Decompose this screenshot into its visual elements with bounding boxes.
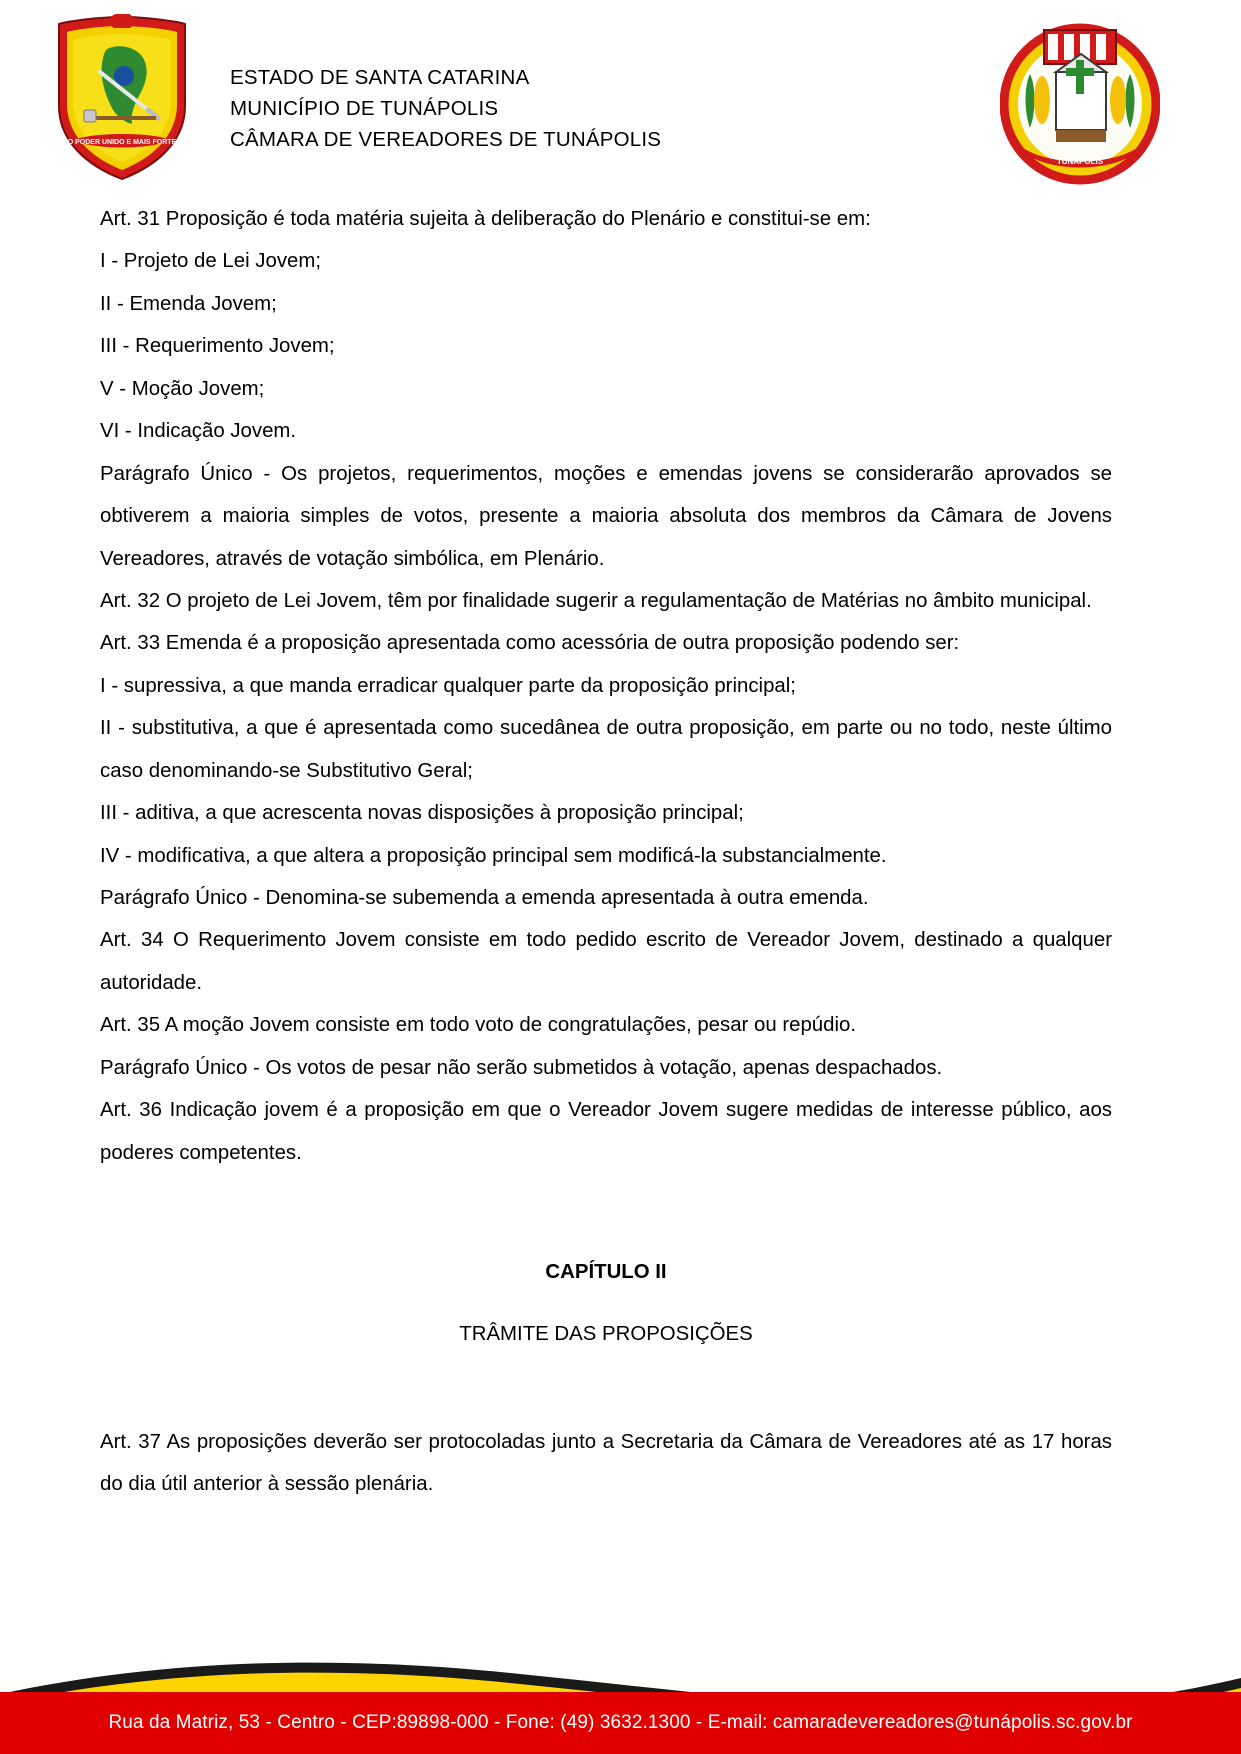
header-line-chamber: CÂMARA DE VEREADORES DE TUNÁPOLIS xyxy=(230,128,662,152)
paragraph: Art. 32 O projeto de Lei Jovem, têm por finalidade sugerir a regulamentação de Matérias no âmbito municipal. xyxy=(100,589,1092,612)
paragraph: Parágrafo Único - Os projetos, requerimentos, moções e emendas jovens se considerarão aprovados se obtiverem a maioria simples de votos, presente a maioria absoluta dos membros da Câmara de Jovens Vereadores, através de votação simbólica, em Plenário. xyxy=(100,462,1112,570)
paragraph: I - supressiva, a que manda erradicar qualquer parte da proposição principal; xyxy=(100,674,796,697)
document-body xyxy=(100,198,1112,1506)
header-line-municipality: MUNICÍPIO DE TUNÁPOLIS xyxy=(230,97,499,121)
paragraph: II - substitutiva, a que é apresentada como sucedânea de outra proposição, em parte ou no todo, neste último caso denominando-se Substitutivo Geral; xyxy=(100,717,1112,782)
paragraph: II - Emenda Jovem; xyxy=(100,292,277,315)
paragraph: III - aditiva, a que acrescenta novas disposições à proposição principal; xyxy=(100,802,744,825)
header-title-block xyxy=(230,62,661,155)
header-line-state: ESTADO DE SANTA CATARINA xyxy=(230,66,530,89)
paragraph: III - Requerimento Jovem; xyxy=(100,335,335,358)
paragraph: VI - Indicação Jovem. xyxy=(100,420,297,443)
paragraph: Parágrafo Único - Denomina-se subemenda a emenda apresentada à outra emenda. xyxy=(100,887,869,909)
paragraph: Parágrafo Único - Os votos de pesar não serão submetidos à votação, apenas despachados. xyxy=(100,1056,943,1079)
svg-text:O PODER UNIDO E MAIS FORTE: O PODER UNIDO E MAIS FORTE xyxy=(67,139,177,146)
paragraph: Art. 36 Indicação jovem é a proposição em que o Vereador Jovem sugere medidas de interesse público, aos poderes competentes. xyxy=(100,1099,1112,1164)
paragraph: Art. 34 O Requerimento Jovem consiste em todo pedido escrito de Vereador Jovem, destinado a qualquer autoridade. xyxy=(100,929,1112,994)
footer-contact-text: Rua da Matriz, 53 - Centro - CEP:89898-000 - Fone: (49) 3632.1300 - E-mail: camaradevereadores@tunápolis.sc.gov.br xyxy=(108,1712,1133,1733)
paragraph: Art. 33 Emenda é a proposição apresentada como acessória de outra proposição podendo ser: xyxy=(100,632,960,655)
svg-text:TUNÁPOLIS: TUNÁPOLIS xyxy=(1056,157,1104,166)
paragraph: Art. 31 Proposição é toda matéria sujeita à deliberação do Plenário e constitui-se em: xyxy=(100,208,871,230)
page-header xyxy=(0,0,1241,200)
chapter-subtitle: TRÂMITE DAS PROPOSIÇÕES xyxy=(459,1322,753,1345)
paragraph: Art. 37 As proposições deverão ser protocoladas junto a Secretaria da Câmara de Vereadores até as 17 horas do dia útil anterior à sessão plenária. xyxy=(100,1430,1112,1496)
page-footer xyxy=(0,1634,1241,1754)
paragraph: V - Moção Jovem; xyxy=(100,377,265,400)
paragraph: IV - modificativa, a que altera a proposição principal sem modificá-la substancialmente. xyxy=(100,844,887,867)
brasao-tunapolis-icon xyxy=(1000,16,1160,186)
paragraph: I - Projeto de Lei Jovem; xyxy=(100,250,322,273)
brasao-santa-catarina-icon xyxy=(52,14,192,182)
chapter-title: CAPÍTULO II xyxy=(545,1261,667,1284)
paragraph: Art. 35 A moção Jovem consiste em todo voto de congratulações, pesar ou repúdio. xyxy=(100,1014,857,1037)
